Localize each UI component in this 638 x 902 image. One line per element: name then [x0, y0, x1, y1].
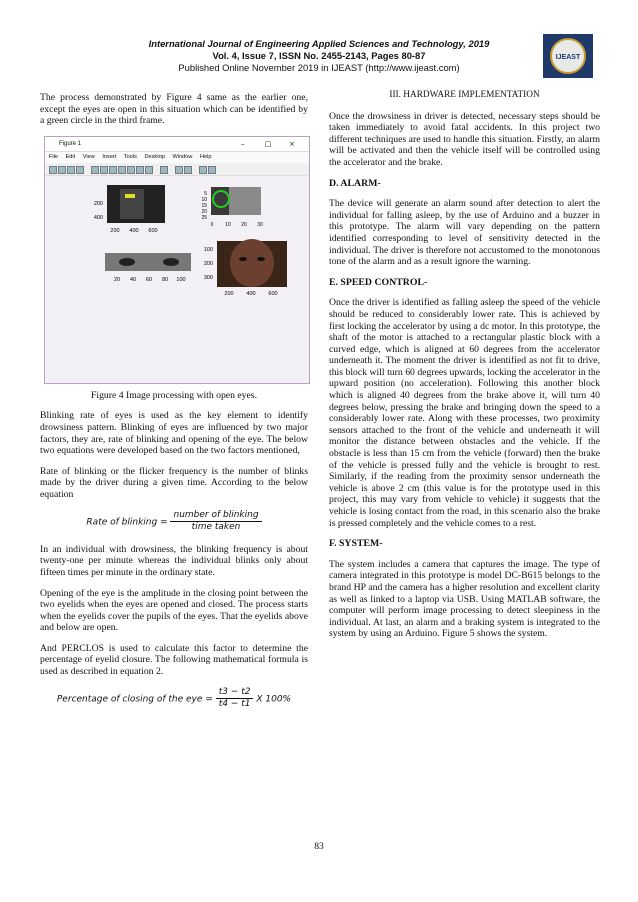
svg-text:20: 20: [201, 208, 207, 215]
svg-text:400: 400: [93, 214, 103, 221]
legend-icon[interactable]: [184, 166, 192, 174]
svg-text:400: 400: [246, 290, 256, 297]
svg-text:IJEAST: IJEAST: [555, 54, 581, 61]
axes-face-photo: [204, 239, 287, 297]
new-figure-icon[interactable]: [49, 166, 57, 174]
menu-help[interactable]: Help: [200, 153, 212, 160]
figure-caption: Figure 4 Image processing with open eyes.: [91, 389, 257, 401]
paragraph: The system includes a camera that captures the image. The type of camera integrated in this prototype is model DC-B615 belongs to the brand HP and the camera has a higher resolution and excellent clarity as well as linked to a laptop via USB. Using MATLAB software, the computer will perform image processing to detect sleepiness in the individual. At last, an alarm and a braking system is integrated to the system by using an Arduino. Figure 5 shows the system.: [329, 558, 600, 640]
svg-text:10: 10: [225, 221, 231, 228]
rotate-icon[interactable]: [127, 166, 135, 174]
axes-eye-detection: [201, 187, 263, 228]
maximize-icon[interactable]: □: [265, 139, 272, 148]
matlab-figure-window: [44, 136, 310, 384]
subsection-heading-alarm: D. ALARM-: [329, 177, 381, 189]
show-plot-tools-icon[interactable]: [208, 166, 216, 174]
paragraph: Once the drowsiness in driver is detected, necessary steps should be taken immediately to avoid fatal accidents. In this project two different techniques are used to handle this situation. Firstly, an alarm will be activated and then the vehicle itself will be controlled using the accelerator and the brake.: [329, 110, 600, 168]
svg-text:60: 60: [145, 276, 153, 283]
section-heading: III. HARDWARE IMPLEMENTATION: [389, 90, 540, 100]
svg-text:200: 200: [110, 227, 120, 234]
paragraph: Once the driver is identified as falling asleep the speed of the vehicle should be reduced to considerably lower rate. This is achieved by first locking the accelerator by using a dc motor. In this prototype, the shaft of the motor is attached to a rectangular plastic block with a curved edge, which is aligned at 60 degrees from the accelerator underneath it. The moment the driver is identified as not fit to drive, this block will turn 60 degrees upwards, locking the accelerator in the upward position (no acceleration). Following this another block which is aligned 40 degrees from the brake above it, will turn 40 degrees below, pressing the brake and bringing down the speed to a considerably lower rate. Along with these processes, two proximity sensors attached to the front of the vehicle and underneath it will monitor the distance between obstacles and the vehicle. If the obstacle is less than 15 cm from the vehicle (forward) then the brake of the vehicle is pressed fully and the vehicle is brought to rest. Similarly, if the reading from the proximity sensor underneath the vehicle is above 2 cm (this value is for the prototype used in this project, this may vary from vehicle to vehicle) it suggests that the vehicle is losing contact from the road, in this scenario also the brake is pressed completely and the vehicle comes to a rest.: [329, 297, 600, 529]
svg-text:200: 200: [224, 290, 234, 297]
svg-text:25: 25: [201, 214, 207, 221]
equation-perclos: [40, 687, 308, 711]
paragraph: And PERCLOS is used to calculate this factor to determine the percentage of eyelid closure. The following mathematical formula is used as described in equation 2.: [40, 642, 308, 678]
brush-icon[interactable]: [145, 166, 153, 174]
equation-denominator: time taken: [191, 522, 241, 533]
svg-text:200: 200: [93, 200, 103, 207]
equation-blinking-rate: [40, 510, 308, 534]
svg-text:20: 20: [113, 276, 121, 283]
equation-denominator: t4 − t1: [218, 699, 251, 710]
svg-text:5: 5: [204, 190, 207, 197]
equation-numerator: number of blinking: [170, 510, 261, 523]
svg-text:100: 100: [176, 276, 186, 283]
journal-published: Published Online November 2019 in IJEAST (http://www.ijeast.com): [178, 62, 460, 73]
menu-window[interactable]: Window: [172, 153, 193, 160]
equation-fraction: [216, 687, 254, 711]
figure-plot-area: [45, 177, 309, 383]
svg-text:15: 15: [201, 202, 207, 209]
ijeast-logo: [543, 34, 593, 78]
svg-text:30: 30: [257, 221, 263, 228]
subsection-heading-speed-control: E. SPEED CONTROL-: [329, 276, 428, 288]
equation-numerator: t3 − t2: [216, 687, 254, 700]
menu-edit[interactable]: Edit: [65, 153, 76, 160]
svg-text:80: 80: [161, 276, 169, 283]
svg-text:100: 100: [203, 246, 213, 253]
paragraph: In an individual with drowsiness, the blinking frequency is about twenty-one per minute whereas the individual blinks only about fifteen times per minute in the ordinary state.: [40, 543, 308, 578]
menu-view[interactable]: View: [82, 153, 95, 160]
menu-bar: [45, 152, 309, 163]
data-cursor-icon[interactable]: [136, 166, 144, 174]
equation-lhs: Percentage of closing of the eye =: [56, 694, 213, 705]
zoom-out-icon[interactable]: [109, 166, 117, 174]
svg-text:200: 200: [203, 260, 213, 267]
window-title: Figure 1: [59, 140, 82, 147]
paragraph: The process demonstrated by Figure 4 same as the earlier one, except the eyes are open in this situation which can be identified by a green circle in the third frame.: [40, 92, 308, 127]
open-icon[interactable]: [58, 166, 66, 174]
page-number: 83: [314, 842, 324, 852]
svg-text:600: 600: [268, 290, 278, 297]
menu-insert[interactable]: Insert: [102, 153, 117, 160]
hide-plot-tools-icon[interactable]: [199, 166, 207, 174]
svg-text:40: 40: [129, 276, 137, 283]
svg-text:300: 300: [203, 274, 213, 281]
subsection-heading-system: F. SYSTEM-: [329, 538, 383, 550]
toolbar: [45, 163, 309, 176]
menu-file[interactable]: File: [49, 153, 59, 160]
right-column: [329, 90, 600, 649]
equation-lhs: Rate of blinking =: [86, 517, 168, 528]
menu-desktop[interactable]: Desktop: [144, 153, 165, 160]
close-icon[interactable]: ×: [289, 139, 295, 148]
save-icon[interactable]: [67, 166, 75, 174]
axes-camera-frame: [94, 185, 165, 234]
pointer-icon[interactable]: [91, 166, 99, 174]
minimize-icon[interactable]: –: [241, 139, 245, 148]
pan-icon[interactable]: [118, 166, 126, 174]
zoom-in-icon[interactable]: [100, 166, 108, 174]
window-titlebar: [45, 137, 309, 152]
colorbar-icon[interactable]: [175, 166, 183, 174]
journal-volume: Vol. 4, Issue 7, ISSN No. 2455-2143, Pages 80-87: [212, 50, 426, 61]
equation-fraction: [170, 510, 261, 534]
svg-text:400: 400: [129, 227, 139, 234]
svg-text:600: 600: [148, 227, 158, 234]
paragraph: Opening of the eye is the amplitude in the closing point between the two eyelids when the eyes are opened and closed. The process starts when the eyelids cover the pupils of the eyes. That the eyelids above and below are open.: [40, 587, 308, 634]
link-icon[interactable]: [160, 166, 168, 174]
menu-tools[interactable]: Tools: [123, 153, 137, 160]
axes-eye-strip: [105, 253, 191, 283]
paragraph: Rate of blinking or the flicker frequency is the number of blinks made by the driver during a given time. According to the below equation: [40, 465, 308, 500]
left-column: [40, 92, 308, 721]
paragraph: The device will generate an alarm sound after detection to alert the individual for falling asleep, by the use of Arduino and a buzzer in this prototype. The alarm will vary depending on the pattern identified corresponding to level of sensitivity detected in the individual. The driver is therefore not accustomed to the monotonous tone of the alarm and as a result ignore the warning.: [329, 198, 600, 268]
svg-text:20: 20: [241, 221, 247, 228]
journal-title: International Journal of Engineering Applied Sciences and Technology, 2019: [148, 38, 490, 49]
print-icon[interactable]: [76, 166, 84, 174]
equation-rhs: X 100%: [256, 694, 292, 705]
svg-text:10: 10: [201, 196, 207, 203]
svg-text:0: 0: [210, 221, 214, 228]
paragraph: Blinking rate of eyes is used as the key element to identify drowsiness pattern. Blinking of eyes are influenced by two major factors, they are, rate of blinking and opening of the eye. The below two equations were developed based on the two factors mentioned,: [40, 410, 308, 457]
